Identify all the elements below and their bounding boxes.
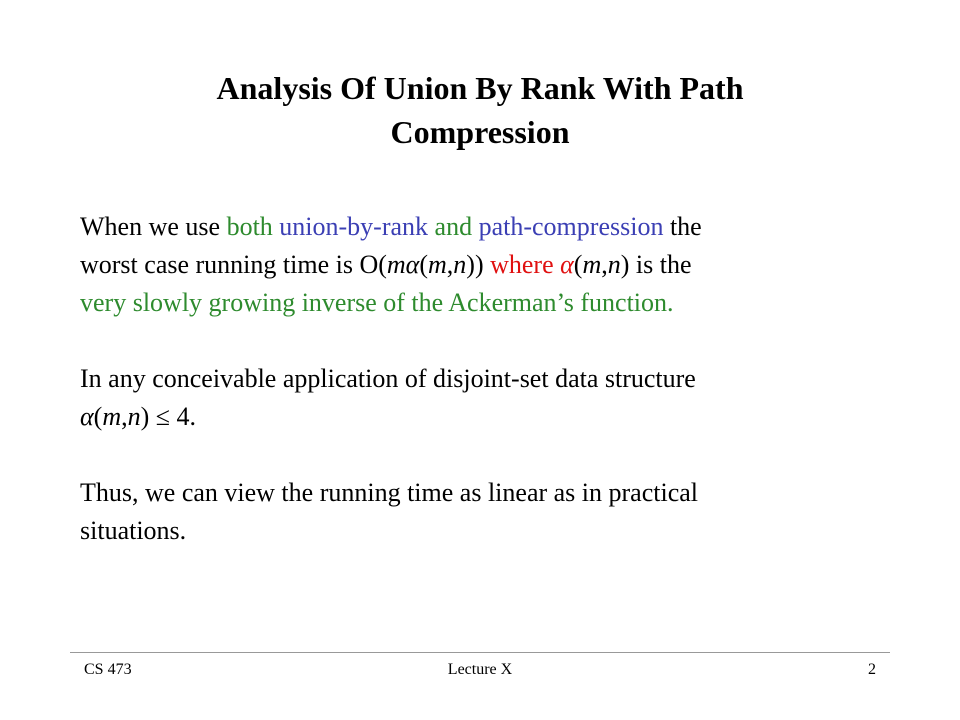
text: and: [428, 212, 479, 241]
text: ,: [446, 250, 454, 279]
keyword-union-by-rank: union-by-rank: [279, 212, 429, 241]
math-m: m: [582, 250, 602, 279]
slide-title: [80, 66, 880, 154]
math-m: m: [428, 250, 447, 279]
paragraph-2-line-2: [80, 398, 860, 436]
math-n: n: [127, 402, 141, 431]
text: When we use: [80, 212, 227, 241]
text: worst case running time is O(: [80, 250, 387, 279]
math-alpha: α: [405, 250, 420, 279]
math-n: n: [607, 250, 621, 279]
title-line-2: Compression: [390, 114, 570, 150]
paragraph-1-line-1: [80, 208, 860, 246]
text: ) ≤ 4.: [140, 402, 197, 431]
text: ,: [601, 250, 608, 279]
text: is the: [629, 250, 692, 279]
title-line-1: Analysis Of Union By Rank With Path: [216, 70, 744, 106]
math-m: m: [102, 402, 122, 431]
math-m: m: [386, 250, 406, 279]
footer-page-number: 2: [868, 661, 876, 678]
text: )): [466, 250, 484, 279]
text: the: [663, 212, 702, 241]
slide-body: [80, 208, 860, 588]
keyword-path-compression: path-compression: [478, 212, 664, 241]
paragraph-complexity: [80, 208, 860, 322]
math-n: n: [453, 250, 467, 279]
paragraph-conclusion: [80, 474, 860, 550]
text: (: [419, 250, 428, 279]
keyword-both: both: [226, 212, 273, 241]
text: (: [573, 250, 583, 279]
paragraph-1-line-2: [80, 246, 860, 284]
paragraph-3-line-2: situations.: [80, 516, 187, 545]
text: ,: [121, 402, 128, 431]
text: ): [620, 250, 630, 279]
footer-course: CS 473: [84, 661, 132, 678]
paragraph-bound: [80, 360, 860, 436]
paragraph-2-line-1: In any conceivable application of disjoint-set data structure: [80, 364, 696, 393]
math-alpha: α: [560, 250, 574, 279]
footer-divider: [70, 652, 890, 653]
text: (: [93, 402, 103, 431]
math-alpha: α: [80, 402, 94, 431]
footer-lecture: Lecture X: [447, 661, 513, 678]
paragraph-3-line-1: Thus, we can view the running time as linear as in practical: [80, 478, 699, 507]
paragraph-1-line-3: very slowly growing inverse of the Ackerman’s function.: [80, 288, 674, 317]
keyword-where: where: [483, 250, 561, 279]
